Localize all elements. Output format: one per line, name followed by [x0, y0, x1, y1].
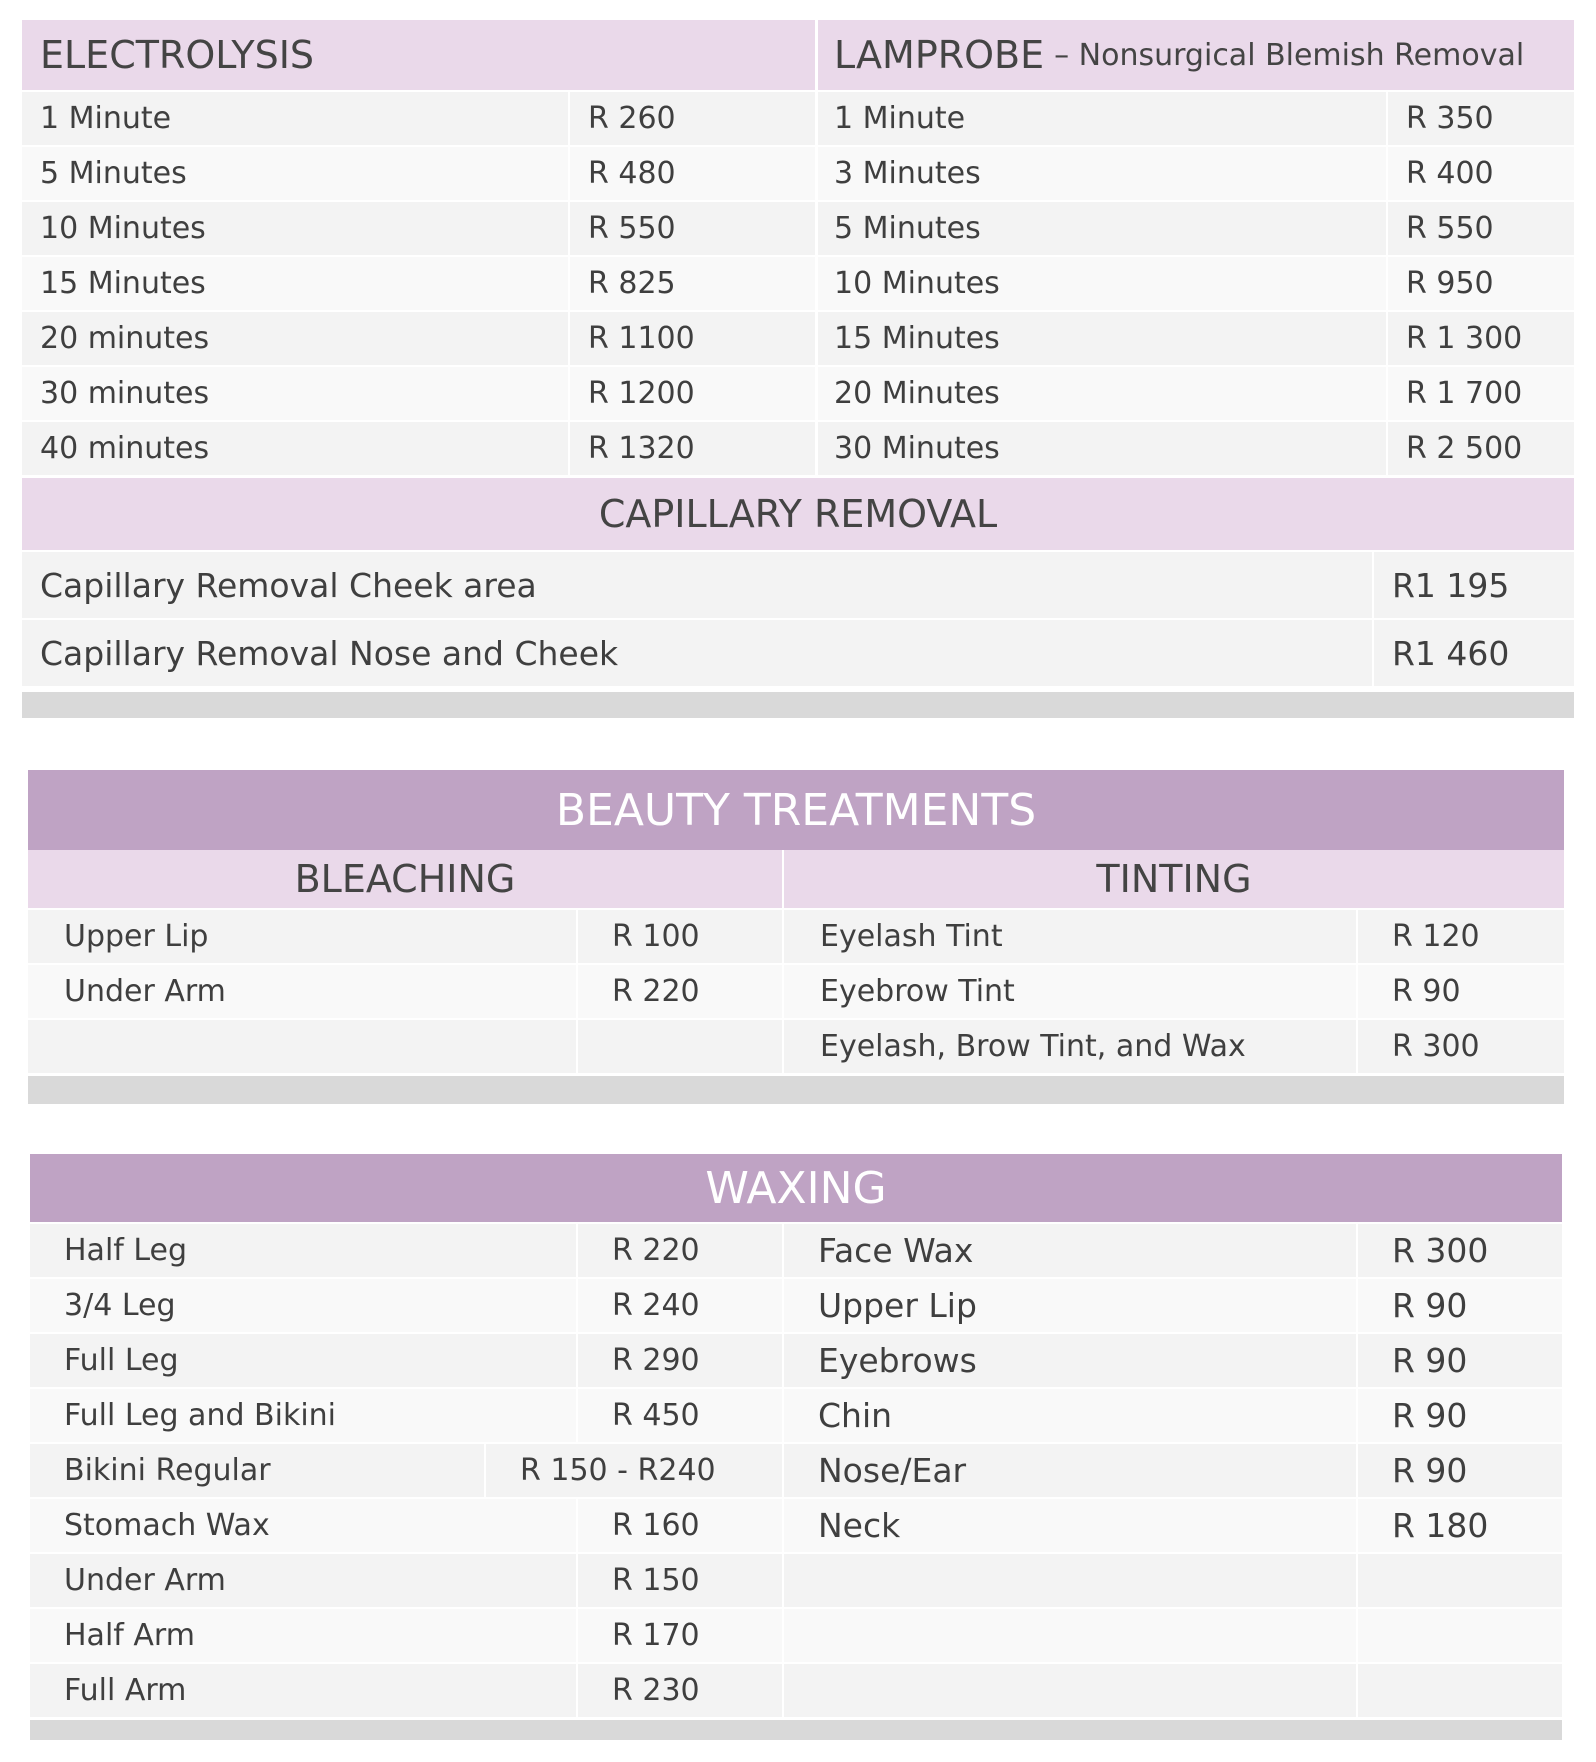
column-divider [1356, 910, 1358, 1078]
table-row [818, 147, 1574, 200]
lamprobe-header [818, 20, 1574, 90]
table-row [784, 1279, 1562, 1332]
column-divider [576, 1609, 578, 1662]
table-row [22, 257, 815, 310]
electrolysis-header [22, 20, 815, 90]
column-divider [1372, 552, 1374, 618]
row-label: Stomach Wax [64, 1508, 270, 1543]
row-price: R 1 700 [1406, 376, 1523, 411]
bleaching-title: BLEACHING [294, 857, 516, 901]
row-price: R 350 [1406, 101, 1494, 136]
waxing-left-rows [30, 1224, 782, 1718]
row-label: Half Arm [64, 1618, 195, 1653]
table-row [30, 1334, 782, 1387]
row-price: R 480 [588, 156, 676, 191]
beauty-treatments-table [28, 770, 1564, 1104]
table-row [784, 1020, 1564, 1073]
bleaching-header [28, 850, 782, 908]
column-divider [576, 910, 578, 1078]
table-row [784, 965, 1564, 1018]
table-row [784, 1609, 1562, 1662]
row-label: 5 Minutes [834, 211, 981, 246]
tinting-title: TINTING [1096, 857, 1252, 901]
table-row [28, 910, 782, 963]
row-label: Face Wax [818, 1231, 974, 1270]
lamprobe-subtitle: – Nonsurgical Blemish Removal [1054, 37, 1525, 73]
top-price-table [22, 20, 1574, 718]
row-price: R 550 [588, 211, 676, 246]
row-price: R 1320 [588, 431, 695, 466]
table-row [22, 552, 1574, 618]
waxing-right-rows [784, 1224, 1562, 1718]
table-row [22, 147, 815, 200]
beauty-title: BEAUTY TREATMENTS [555, 784, 1037, 836]
row-label: 20 Minutes [834, 376, 1000, 411]
tinting-header [784, 850, 1564, 908]
column-divider [576, 1279, 578, 1332]
row-label: 10 Minutes [40, 211, 206, 246]
row-price: R 1100 [588, 321, 695, 356]
row-price: R 450 [612, 1398, 700, 1433]
row-price: R 400 [1406, 156, 1494, 191]
column-divider [576, 1554, 578, 1607]
row-label: Upper Lip [64, 919, 209, 954]
row-price: R1 195 [1392, 565, 1510, 605]
beauty-header [28, 770, 1564, 850]
table-footer-bar [28, 1076, 1564, 1104]
row-price: R 230 [612, 1673, 700, 1708]
table-row [784, 1334, 1562, 1387]
waxing-title: WAXING [705, 1162, 887, 1214]
column-divider [1356, 1224, 1358, 1718]
column-divider [484, 1444, 486, 1497]
row-label: Full Arm [64, 1673, 187, 1708]
row-label: 30 minutes [40, 376, 210, 411]
table-row [22, 620, 1574, 686]
bleaching-rows [28, 910, 782, 1078]
row-price: R 1200 [588, 376, 695, 411]
row-label: Full Leg [64, 1343, 179, 1378]
table-row [28, 1020, 782, 1073]
table-row [818, 367, 1574, 420]
row-price: R 150 - R240 [520, 1453, 716, 1488]
row-price: R 90 [1392, 974, 1461, 1009]
row-price: R 90 [1392, 1286, 1468, 1325]
row-price: R 825 [588, 266, 676, 301]
table-row [22, 312, 815, 365]
table-row [30, 1554, 782, 1607]
table-row [784, 910, 1564, 963]
row-label: Half Leg [64, 1233, 188, 1268]
table-row [784, 1224, 1562, 1277]
column-divider [576, 1224, 578, 1277]
table-row [784, 1664, 1562, 1717]
table-row [22, 367, 815, 420]
table-row [30, 1609, 782, 1662]
table-row [784, 1389, 1562, 1442]
table-row [784, 1444, 1562, 1497]
row-label: Eyebrows [818, 1341, 977, 1380]
row-price: R 1 300 [1406, 321, 1523, 356]
lamprobe-rows [818, 92, 1574, 477]
row-label: Capillary Removal Nose and Cheek [40, 633, 619, 673]
table-row [30, 1389, 782, 1442]
table-row [22, 202, 815, 255]
table-row [784, 1554, 1562, 1607]
column-divider [1372, 620, 1374, 686]
row-price: R 170 [612, 1618, 700, 1653]
row-label: Nose/Ear [818, 1451, 967, 1490]
table-row [818, 257, 1574, 310]
row-label: Full Leg and Bikini [64, 1398, 337, 1433]
row-label: Upper Lip [818, 1286, 977, 1325]
row-label: 3/4 Leg [64, 1288, 176, 1323]
row-label: Capillary Removal Cheek area [40, 565, 537, 605]
row-label: 10 Minutes [834, 266, 1000, 301]
row-price: R 240 [612, 1288, 700, 1323]
row-label: Under Arm [64, 974, 226, 1009]
row-price: R 220 [612, 974, 700, 1009]
table-row [30, 1444, 782, 1497]
row-label: 5 Minutes [40, 156, 187, 191]
tinting-rows [784, 910, 1564, 1078]
row-price: R1 460 [1392, 633, 1510, 673]
column-divider [568, 92, 570, 477]
row-price: R 120 [1392, 919, 1480, 954]
table-row [22, 92, 815, 145]
row-label: Under Arm [64, 1563, 226, 1598]
row-label: Chin [818, 1396, 893, 1435]
electrolysis-rows [22, 92, 815, 477]
row-price: R 90 [1392, 1396, 1468, 1435]
row-label: 15 Minutes [40, 266, 206, 301]
table-row [22, 422, 815, 475]
table-row [30, 1224, 782, 1277]
row-price: R 90 [1392, 1451, 1468, 1490]
row-price: R 180 [1392, 1506, 1489, 1545]
lamprobe-title: LAMPROBE [834, 33, 1045, 77]
table-row [30, 1279, 782, 1332]
waxing-header [30, 1154, 1562, 1222]
row-label: Eyelash, Brow Tint, and Wax [820, 1029, 1246, 1064]
column-divider [576, 1499, 578, 1552]
row-price: R 300 [1392, 1231, 1489, 1270]
row-price: R 220 [612, 1233, 700, 1268]
row-label: Bikini Regular [64, 1453, 271, 1488]
row-price: R 260 [588, 101, 676, 136]
row-label: 20 minutes [40, 321, 210, 356]
table-row [30, 1499, 782, 1552]
row-label: 1 Minute [40, 101, 172, 136]
row-label: 40 minutes [40, 431, 210, 466]
row-label: Eyelash Tint [820, 919, 1003, 954]
table-footer-bar [22, 692, 1574, 718]
column-divider [576, 1334, 578, 1387]
row-label: 15 Minutes [834, 321, 1000, 356]
row-label: 30 Minutes [834, 431, 1000, 466]
row-price: R 950 [1406, 266, 1494, 301]
row-price: R 550 [1406, 211, 1494, 246]
row-price: R 100 [612, 919, 700, 954]
table-row [818, 312, 1574, 365]
row-label: 1 Minute [834, 101, 966, 136]
row-label: Eyebrow Tint [820, 974, 1015, 1009]
capillary-header [22, 478, 1574, 550]
waxing-table [30, 1154, 1562, 1740]
table-row [28, 965, 782, 1018]
column-divider [576, 1389, 578, 1442]
row-price: R 90 [1392, 1341, 1468, 1380]
table-row [784, 1499, 1562, 1552]
column-divider [1386, 92, 1388, 477]
row-price: R 160 [612, 1508, 700, 1543]
column-divider [576, 1664, 578, 1717]
capillary-title: CAPILLARY REMOVAL [598, 492, 998, 536]
table-row [818, 92, 1574, 145]
row-price: R 150 [612, 1563, 700, 1598]
row-price: R 290 [612, 1343, 700, 1378]
table-row [30, 1664, 782, 1717]
row-label: 3 Minutes [834, 156, 981, 191]
electrolysis-title: ELECTROLYSIS [40, 33, 315, 77]
row-price: R 300 [1392, 1029, 1480, 1064]
table-footer-bar [30, 1720, 1562, 1740]
row-price: R 2 500 [1406, 431, 1523, 466]
table-row [818, 202, 1574, 255]
table-row [818, 422, 1574, 475]
lamprobe-title-wrap [834, 20, 1524, 90]
row-label: Neck [818, 1506, 901, 1545]
